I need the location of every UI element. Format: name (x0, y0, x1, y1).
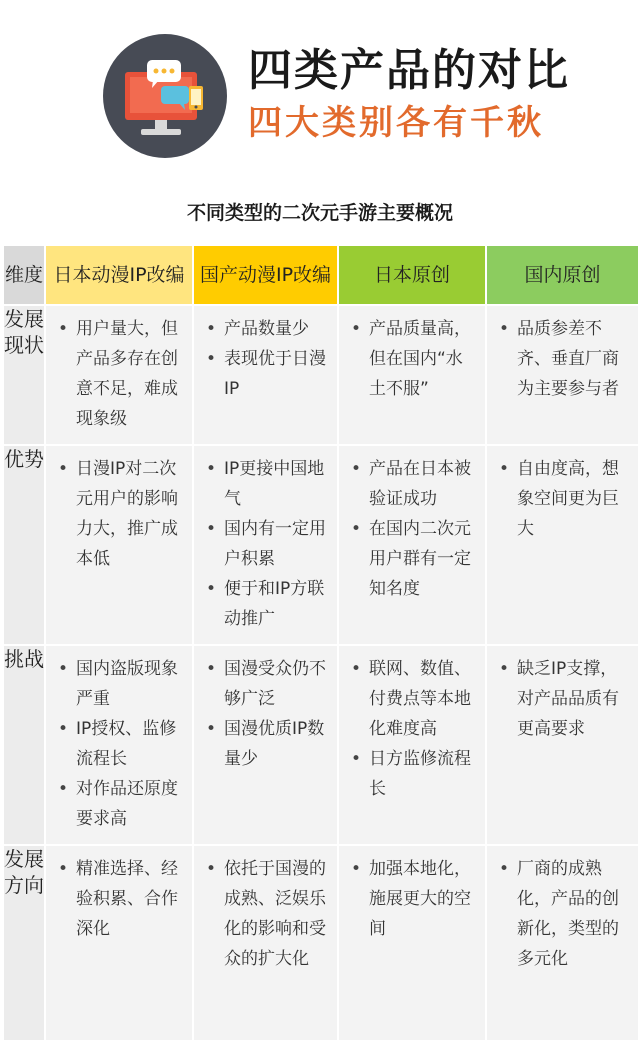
bullet-item: • 产品数量少 (202, 314, 331, 344)
bullet-item: • 精准选择、经验积累、合作深化 (54, 854, 186, 944)
bullet-item: • 国漫受众仍不够广泛 (202, 654, 331, 714)
bullet-item: • 日漫IP对二次元用户的影响力大，推广成本低 (54, 454, 186, 574)
bullet-list (339, 846, 485, 954)
bullet-item: • IP授权、监修流程长 (54, 714, 186, 774)
table-row (4, 446, 638, 644)
bullet-item: • 自由度高，想象空间更为巨大 (495, 454, 632, 544)
bullet-item: • 国内有一定用户积累 (202, 514, 331, 574)
table-cell (487, 846, 638, 1040)
table-cell (46, 446, 192, 644)
row-label: 挑战 (4, 646, 44, 844)
table-cell (339, 646, 485, 844)
table-cell (487, 646, 638, 844)
table-cell (194, 846, 337, 1040)
bullet-list (46, 306, 192, 444)
bullet-list (487, 846, 638, 984)
bullet-list (46, 446, 192, 584)
table-title: 不同类型的二次元手游主要概况 (186, 202, 453, 224)
bullet-list (487, 306, 638, 414)
bullet-item: • 厂商的成熟化，产品的创新化，类型的多元化 (495, 854, 632, 974)
bullet-item: • 品质参差不齐、垂直厂商为主要参与者 (495, 314, 632, 404)
row-label: 发展方向 (4, 846, 44, 1040)
bullet-list (339, 306, 485, 414)
table-cell (46, 646, 192, 844)
bullet-item: • 产品质量高，但在国内“水土不服” (347, 314, 479, 404)
table-cell (194, 646, 337, 844)
bullet-item: • 表现优于日漫IP (202, 344, 331, 404)
table-cell (339, 306, 485, 444)
column-header: 维度 (4, 246, 44, 304)
bullet-item: • 加强本地化，施展更大的空间 (347, 854, 479, 944)
bullet-list (487, 646, 638, 754)
bullet-item: • 依托于国漫的成熟、泛娱乐化的影响和受众的扩大化 (202, 854, 331, 974)
bullet-list (487, 446, 638, 554)
table-cell (487, 306, 638, 444)
comparison-table (2, 244, 640, 1042)
table-cell (339, 446, 485, 644)
table-cell (487, 446, 638, 644)
bullet-item: • 国内盗版现象严重 (54, 654, 186, 714)
table-row (4, 306, 638, 444)
bullet-item: • IP更接中国地气 (202, 454, 331, 514)
computer-chat-icon (103, 34, 227, 158)
bullet-list (194, 646, 337, 784)
bullet-list (194, 446, 337, 644)
bullet-list (46, 646, 192, 844)
bullet-list (46, 846, 192, 954)
bullet-list (339, 446, 485, 614)
bullet-item: • 缺乏IP支撑，对产品品质有更高要求 (495, 654, 632, 744)
table-row (4, 646, 638, 844)
table-cell (46, 306, 192, 444)
table-row (4, 846, 638, 1040)
bullet-item: • 日方监修流程长 (347, 744, 479, 804)
table-cell (339, 846, 485, 1040)
column-header: 日本原创 (339, 246, 485, 304)
row-label: 发展现状 (4, 306, 44, 444)
bullet-list (194, 306, 337, 414)
column-header: 国产动漫IP改编 (194, 246, 337, 304)
bullet-item: • 对作品还原度要求高 (54, 774, 186, 834)
column-header: 日本动漫IP改编 (46, 246, 192, 304)
bullet-item: • 国漫优质IP数量少 (202, 714, 331, 774)
table-cell (194, 306, 337, 444)
table-header-row (4, 246, 638, 304)
column-header: 国内原创 (487, 246, 638, 304)
row-label: 优势 (4, 446, 44, 644)
page-subtitle: 四大类别各有千秋 (248, 103, 544, 143)
bullet-list (194, 846, 337, 984)
bullet-list (339, 646, 485, 814)
table-cell (194, 446, 337, 644)
bullet-item: • 便于和IP方联动推广 (202, 574, 331, 634)
header (0, 0, 640, 200)
bullet-item: • 联网、数值、付费点等本地化难度高 (347, 654, 479, 744)
bullet-item: • 产品在日本被验证成功 (347, 454, 479, 514)
table-cell (46, 846, 192, 1040)
bullet-item: • 在国内二次元用户群有一定知名度 (347, 514, 479, 604)
page-title: 四类产品的对比 (248, 45, 570, 96)
bullet-item: • 用户量大，但产品多存在创意不足，难成现象级 (54, 314, 186, 434)
